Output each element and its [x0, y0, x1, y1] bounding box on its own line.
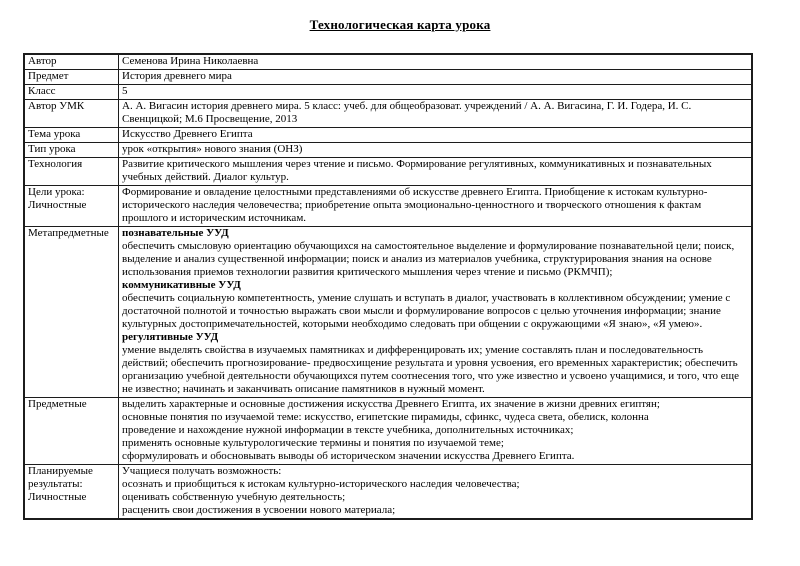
- content-paragraph: урок «открытия» нового знания (ОНЗ): [122, 143, 303, 155]
- content-paragraph: оценивать собственную учебную деятельность;: [122, 491, 346, 503]
- table-row: [24, 100, 752, 128]
- content-paragraph: расценить свои достижения в усвоении нового материала;: [122, 504, 396, 516]
- row-label-line: Метапредметные: [28, 227, 109, 239]
- table-row: [24, 70, 752, 85]
- row-content: [119, 54, 753, 70]
- content-paragraph: Формирование и овладение целостными представлениями об искусстве древнего Египта. Приобщение к истокам культурно-исторического наследия человечества; приобретение опыта эмоционально-ценностного и творческого отношения к фактам прошлого и историческим источникам.: [122, 186, 708, 224]
- table-row: [24, 128, 752, 143]
- row-label-line: Личностные: [28, 199, 87, 211]
- row-label-line: Автор УМК: [28, 100, 85, 112]
- row-content: [119, 128, 753, 143]
- row-content: [119, 70, 753, 85]
- table-row: [24, 143, 752, 158]
- content-paragraph: выделить характерные и основные достижения искусства Древнего Египта, их значение в жизни древних египтян;: [122, 398, 660, 410]
- row-label-line: Планируемые результаты:: [28, 465, 93, 490]
- content-paragraph: 5: [122, 85, 128, 97]
- content-paragraph: Учащиеся получать возможность:: [122, 465, 282, 477]
- lesson-map-table: [23, 53, 753, 520]
- row-label: [24, 70, 119, 85]
- row-content: [119, 100, 753, 128]
- row-label: [24, 227, 119, 398]
- row-label-line: Технология: [28, 158, 83, 170]
- row-content: [119, 465, 753, 520]
- content-paragraph: умение выделять свойства в изучаемых памятниках и дифференцировать их; умение составлять план и последовательность действий; обеспечить прогнозирование- предвосхищение результата и уровня усвоения, его временных характеристик; обеспечить организацию учебной деятельности обучающихся путем соотнесения того, что уже известно и усвоено учащимися, и того, что еще не известно; начинать и заканчивать описание памятников в нужный момент.: [122, 344, 739, 395]
- table-row: [24, 85, 752, 100]
- row-label-line: Автор: [28, 55, 57, 67]
- table-row: [24, 398, 752, 465]
- content-paragraph: обеспечить смысловую ориентацию обучающихся на самостоятельное выделение и формулирование познавательной цели; поиск, выделение и анализ существенной информации; поиск и анализ из материалов учебника, структурирования знания на основе использования приемов технологии развития критического мышления через чтение и письмо (РКМЧП);: [122, 240, 735, 278]
- table-row: [24, 54, 752, 70]
- content-paragraph: Развитие критического мышления через чтение и письмо. Формирование регулятивных, коммуникативных и познавательных учебных действий. Диалог культур.: [122, 158, 712, 183]
- row-label: [24, 85, 119, 100]
- table-row: [24, 227, 752, 398]
- table-row: [24, 158, 752, 186]
- content-paragraph: регулятивные УУД: [122, 331, 219, 343]
- row-label-line: Цели урока:: [28, 186, 85, 198]
- content-paragraph: обеспечить социальную компетентность, умение слушать и вступать в диалог, участвовать в коллективном обсуждении; умение с достаточной полнотой и точностью выражать свои мысли и формулирование вопросов с целью уточнения информации; знание культурных достопримечательностей, которыми необходимо следовать при общении с окружающими «Я знаю», «Я умею».: [122, 292, 731, 330]
- lesson-map-table-body: [24, 54, 752, 519]
- content-paragraph: познавательные УУД: [122, 227, 229, 239]
- page-title: Технологическая карта урока: [309, 17, 491, 32]
- row-label-line: Предмет: [28, 70, 69, 82]
- row-label-line: Предметные: [28, 398, 87, 410]
- row-label-line: Личностные: [28, 491, 87, 503]
- row-label: [24, 465, 119, 520]
- row-label: [24, 158, 119, 186]
- row-label: [24, 128, 119, 143]
- content-paragraph: Искусство Древнего Египта: [122, 128, 253, 140]
- row-label: [24, 186, 119, 227]
- row-label: [24, 398, 119, 465]
- table-row: [24, 465, 752, 520]
- row-content: [119, 227, 753, 398]
- content-paragraph: коммуникативные УУД: [122, 279, 241, 291]
- content-paragraph: История древнего мира: [122, 70, 232, 82]
- content-paragraph: применять основные культурологические термины и понятия по изучаемой теме;: [122, 437, 504, 449]
- row-content: [119, 398, 753, 465]
- row-label: [24, 54, 119, 70]
- content-paragraph: основные понятия по изучаемой теме: искусство, египетские пирамиды, сфинкс, чудеса света, обелиск, колонна: [122, 411, 649, 423]
- row-label: [24, 100, 119, 128]
- content-paragraph: сформулировать и обосновывать выводы об историческом значении искусства Древнего Египта.: [122, 450, 575, 462]
- content-paragraph: осознать и приобщиться к истокам культурно-исторического наследия человечества;: [122, 478, 520, 490]
- row-content: [119, 143, 753, 158]
- row-label-line: Тема урока: [28, 128, 81, 140]
- row-label: [24, 143, 119, 158]
- row-label-line: Класс: [28, 85, 56, 97]
- row-content: [119, 158, 753, 186]
- content-paragraph: проведение и нахождение нужной информации в тексте учебника, дополнительных источниках;: [122, 424, 574, 436]
- content-paragraph: А. А. Вигасин история древнего мира. 5 класс: учеб. для общеобразоват. учреждений / А. А. Вигасина, Г. И. Годера, И. С. Свенцицкой; М.6 Просвещение, 2013: [122, 100, 692, 125]
- row-label-line: Тип урока: [28, 143, 76, 155]
- table-row: [24, 186, 752, 227]
- row-content: [119, 186, 753, 227]
- row-content: [119, 85, 753, 100]
- content-paragraph: Семенова Ирина Николаевна: [122, 55, 259, 67]
